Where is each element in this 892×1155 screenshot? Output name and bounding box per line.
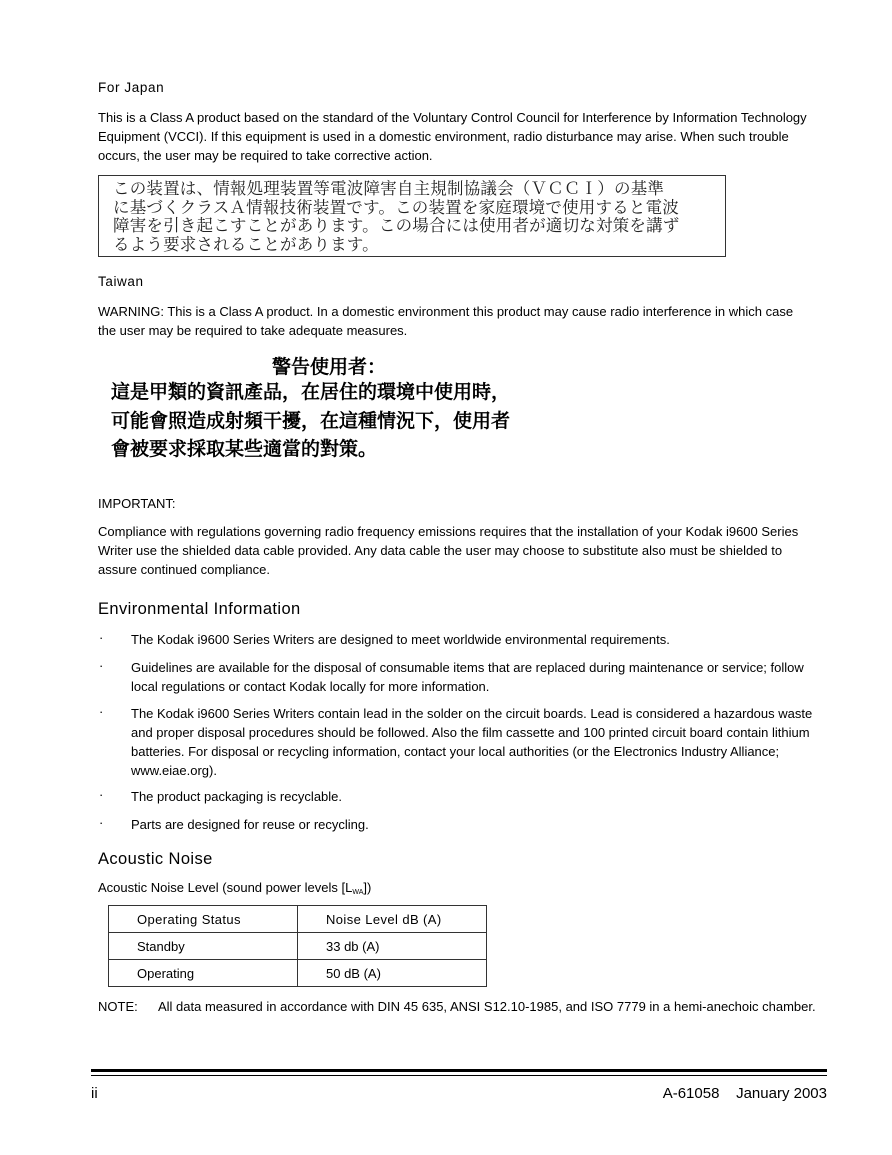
bullet-symbol: · <box>99 704 104 719</box>
taiwan-notice-title: 警告使用者： <box>272 356 387 378</box>
acoustic-heading: Acoustic Noise <box>98 850 213 868</box>
taiwan-paragraph: WARNING: This is a Class A product. In a domestic environment this product may cause radio interference in which case the user may be required to take adequate measures. <box>98 304 794 338</box>
table-cell: 33 db (A) <box>298 933 487 960</box>
footer-doc-id: A-61058 <box>662 1085 720 1102</box>
vcci-notice-line: この装置は、情報処理装置等電波障害自主規制協議会（ＶＣＣＩ）の基準 <box>113 179 665 198</box>
japan-heading: For Japan <box>98 80 165 95</box>
taiwan-notice-line: 這是甲類的資訊產品，在居住的環境中使用時， <box>111 381 511 403</box>
list-item: Guidelines are available for the disposal of consumable items that are replaced during maintenance or service; follow local regulations or contact Kodak locally for more information. <box>131 660 804 694</box>
footer-rule-thick <box>91 1069 827 1072</box>
taiwan-heading: Taiwan <box>98 274 144 289</box>
note-label: NOTE: <box>98 999 138 1014</box>
noise-level-table <box>108 905 487 987</box>
table-header-cell: Noise Level dB (A) <box>298 906 487 933</box>
taiwan-notice-line: 會被要求採取某些適當的對策。 <box>111 438 378 460</box>
vcci-notice-line: るよう要求されることがあります。 <box>113 234 379 254</box>
bullet-symbol: · <box>99 658 104 673</box>
japan-paragraph: This is a Class A product based on the standard of the Voluntary Control Council for Interference by Information Technology Equipment (VCCI). If this equipment is used in a domestic environment, radio disturbance may arise. When such trouble occurs, the user may be required to take corrective action. <box>98 110 807 163</box>
table-row <box>109 933 487 960</box>
acoustic-caption <box>98 878 371 902</box>
vcci-notice-box <box>98 175 726 257</box>
important-label: IMPORTANT: <box>98 496 176 511</box>
list-item: The Kodak i9600 Series Writers contain lead in the solder on the circuit boards. Lead is considered a hazardous waste and proper disposal procedures should be followed. Also the film cassette and 100 printed circuit board contain lithium batteries. For disposal or recycling information, contact your local authorities (or the Electronics Industry Alliance; www.eiae.org). <box>131 706 813 778</box>
page-number: ii <box>91 1085 98 1102</box>
taiwan-notice-line: 可能會照造成射頻干擾，在這種情況下，使用者 <box>111 409 511 432</box>
table-header-row <box>109 906 487 933</box>
acoustic-caption-suffix: ]) <box>363 880 372 895</box>
list-item: Parts are designed for reuse or recycling. <box>131 817 369 832</box>
footer-date: January 2003 <box>736 1085 827 1102</box>
note-text: All data measured in accordance with DIN 45 635, ANSI S12.10-1985, and ISO 7779 in a hemi-anechoic chamber. <box>158 999 816 1014</box>
taiwan-notice-text <box>111 378 510 464</box>
table-cell: Operating <box>109 960 298 987</box>
list-item: The product packaging is recyclable. <box>131 789 343 804</box>
footer-doc-info <box>663 1085 827 1102</box>
bullet-symbol: · <box>99 787 104 802</box>
environmental-heading: Environmental Information <box>98 600 301 618</box>
acoustic-caption-subscript: WA <box>352 889 364 896</box>
footer-rule-thin <box>91 1075 827 1076</box>
list-item: The Kodak i9600 Series Writers are designed to meet worldwide environmental requirements. <box>131 632 670 647</box>
bullet-symbol: · <box>99 815 104 830</box>
table-cell: Standby <box>109 933 298 960</box>
acoustic-caption-prefix: Acoustic Noise Level (sound power levels [L <box>98 880 353 895</box>
table-cell: 50 dB (A) <box>298 960 487 987</box>
vcci-notice-line: 障害を引き起こすことがあります。この場合には使用者が適切な対策を講ず <box>113 216 680 235</box>
important-paragraph: Compliance with regulations governing radio frequency emissions requires that the installation of your Kodak i9600 Series Writer use the shielded data cable provided. Any data cable the user may choose to substitute also must be shielded to assure continued compliance. <box>98 524 799 577</box>
vcci-notice-line: に基づくクラスＡ情報技術装置です。この装置を家庭環境で使用すると電波 <box>113 197 679 217</box>
table-header-cell: Operating Status <box>109 906 298 933</box>
bullet-symbol: · <box>99 630 104 645</box>
table-row <box>109 960 487 987</box>
